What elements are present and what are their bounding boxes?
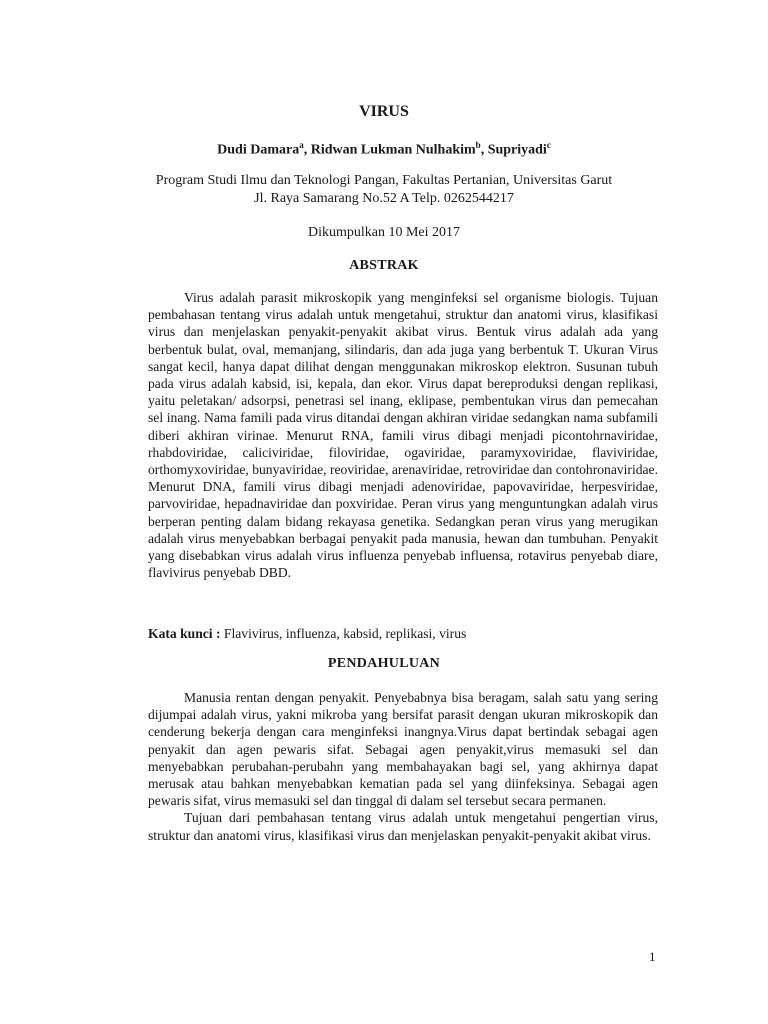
author-name: Dudi Damara	[217, 142, 300, 158]
affiliation-address: Jl. Raya Samarang No.52 A Telp. 0262544217	[254, 190, 514, 206]
introduction-body	[148, 689, 658, 844]
abstract-heading: ABSTRAK	[349, 258, 419, 273]
author-affiliation-mark: c	[546, 140, 551, 150]
abstract-paragraph: Virus adalah parasit mikroskopik yang menginfeksi sel organisme biologis. Tujuan pembahasan tentang virus adalah untuk mengetahui, struktur dan anatomi virus, klasifikasi virus dan menjelaskan penyakit-penyakit akibat virus. Bentuk virus adalah ada yang berbentuk bulat, oval, memanjang, silindaris, dan ada juga yang berbentuk T. Ukuran Virus sangat kecil, hanya dapat dilihat dengan menggunakan mikroskop elektron. Susunan tubuh pada virus adalah kabsid, isi, kepala, dan ekor. Virus dapat bereproduksi dengan replikasi, yaitu peletakan/ adsorpsi, penetrasi sel inang, eklipase, pembentukan virus dan pemecahan sel inang. Nama famili pada virus ditandai dengan akhiran viridae sedangkan nama subfamili diberi akhiran virinae. Menurut RNA, famili virus dibagi menjadi picontohrnaviridae, rhabdoviridae, caliciviridae, filoviridae, ogaviridae, paramyxoviridae, flaviviridae, orthomyxoviridae, bunyaviridae, reoviridae, arenaviridae, retroviridae dan contohronaviridae. Menurut DNA, famili virus dibagi menjadi adenoviridae, papovaviridae, herpesviridae, parvoviridae, hepadnaviridae dan poxviridae. Peran virus yang menguntungkan adalah virus berperan penting dalam bidang rekayasa genetika. Sedangkan peran virus yang merugikan adalah virus menyebabkan berbagai penyakit pada manusia, hewan dan tumbuhan. Penyakit yang disebabkan virus adalah virus influenza penyebab influensa, rotavirus penyebab diare, flavivirus penyebab DBD.	[148, 290, 658, 581]
paper-title: VIRUS	[359, 103, 409, 120]
affiliation	[0, 172, 768, 207]
author-affiliation-mark: a	[299, 140, 304, 150]
keywords-label: Kata kunci :	[148, 626, 221, 641]
abstract-body	[148, 289, 658, 581]
author-line	[0, 140, 768, 159]
author-affiliation-mark: b	[475, 140, 481, 150]
introduction-heading: PENDAHULUAN	[327, 656, 441, 671]
author-separator: ,	[480, 142, 488, 158]
page-number: 1	[649, 949, 656, 964]
introduction-paragraph-1: Manusia rentan dengan penyakit. Penyebabnya bisa beragam, salah satu yang sering dijumpai adalah virus, yakni mikroba yang bersifat parasit dengan ukuran mikroskopik dan cenderung bekerja dengan cara menginfeksi inangnya.Virus dapat bertindak sebagai agen penyakit dan agen pewaris sifat. Sebagai agen penyakit,virus memasuki sel dan menyebabkan perubahan-perubahn yang membahayakan bagi sel, yang akhirnya dapat merusak atau bahkan menyebabkan kematian pada sel yang diinfeksinya. Sebagai agen pewaris sifat, virus memasuki sel dan tinggal di dalam sel tersebut secara permanen.	[148, 690, 658, 809]
keywords-line	[148, 626, 658, 642]
submission-date: Dikumpulkan 10 Mei 2017	[307, 225, 461, 240]
author-name: Supriyadi	[487, 142, 547, 158]
author-name: Ridwan Lukman Nulhakim	[310, 142, 476, 158]
affiliation-institution: Program Studi Ilmu dan Teknologi Pangan, Fakultas Pertanian, Universitas Garut	[155, 173, 613, 188]
keywords-text: Flavivirus, influenza, kabsid, replikasi, virus	[220, 626, 467, 641]
introduction-paragraph-2: Tujuan dari pembahasan tentang virus adalah untuk mengetahui pengertian virus, struktur dan anatomi virus, klasifikasi virus dan menjelaskan penyakit-penyakit akibat virus.	[148, 810, 658, 843]
author-separator: ,	[303, 142, 311, 158]
